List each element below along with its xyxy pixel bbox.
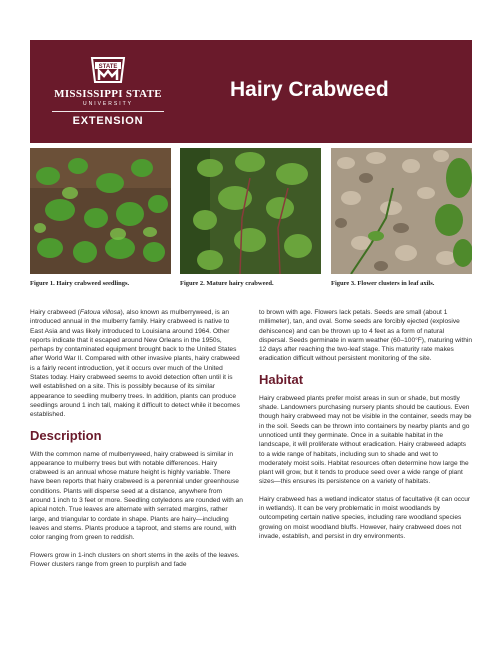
header-banner [30,40,472,143]
figure-1-caption: Figure 1. Hairy crabweed seedlings. [30,280,130,287]
description-paragraph-2: Flowers grow in 1-inch clusters on short stems in the axils of the leaves. Flower clusters range from green to purplish and fade [30,551,240,568]
left-column [30,308,243,577]
page-title: Hairy Crabweed [230,78,389,101]
emblem-text: STATE [98,64,118,70]
logo-divider [52,111,164,112]
right-column [259,308,472,549]
logo-extension-label: EXTENSION [72,115,144,127]
habitat-paragraph-2: Hairy crabweed has a wetland indicator status of facultative (it can occur in wetlands). It can be very problematic in moist woodlands by outcompeting certain native species, including rare woodland species growing on moist woodland bluffs. However, hairy crabweed does not invade, establish, and persist in dry environments. [259,495,471,540]
description-paragraph-3: to brown with age. Flowers lack petals. Seeds are small (about 1 millimeter), tan, and oval. Some seeds are forcibly ejected (explosive dehiscence) and can be thrown up to 4 feet as a form of natural dispersal. Seeds germinate in warm weather (60–100°F), maturing within 12 days after reaching the two-leaf stage. This maturity rate makes eradication difficult without persistent monitoring of the site. [259,309,473,363]
intro-paragraph [30,308,243,420]
description-heading: Description [30,427,102,443]
logo-university-name: MISSISSIPPI STATE [54,88,162,100]
figure-2-photo [180,148,321,274]
intro-text-b: ), also known as mulberryweed, is an introduced annual in the mulberry family. Hairy crabweed is native to East Asia and was likely introduced to Louisiana around 1964. Other reports indicate that it escaped around New Orleans in the 1950s, perhaps by contaminated equipment brought back to the United States after World War II. Compared with other invasive plants, hairy crabweed is a fairly recent introduction, yet it occurs over much of the United States today. Hairy crabweed seems to avoid detection often until it is well established on a site. This is possibly because of its similar appearance to seedling mulberry trees. In addition, plants can produce seedlings around 1 inch tall, making it difficult to detect while it becomes established. [30,309,240,419]
msu-extension-logo [38,54,178,134]
figure-3-caption: Figure 3. Flower clusters in leaf axils. [331,280,435,287]
habitat-paragraph-1: Hairy crabweed plants prefer moist areas in sun or shade, but mostly shade. Landowners purchasing nursery plants should be cautious. Even though hairy crabweed may not be visible in the container, seeds may be in the soil. Seeds can be thrown into containers by nearby plants and go unnoticed until they germinate. Once in a suitable habitat in the landscape, it will proliferate without eradication. Hairy crabweed adapts to a wide range of habitats, including sun to shade and wet to moderately moist soils. Habitat resources often determine how large the plant will grow, but it tends to produce seed over a wide range of plant sizes—this ensures its persistence on a variety of habitats. [259,394,472,486]
scientific-name: Fatoua villosa [79,309,121,316]
figure-1-photo [30,148,171,274]
logo-university-label: UNIVERSITY [82,101,133,107]
description-paragraph-1: With the common name of mulberryweed, hairy crabweed is similar in appearance to mulberry trees but with notable differences. Hairy crabweed is an annual whose mature height is highly variable. There have been reports that hairy crabweed is a perennial under greenhouse conditions. Plants will disperse seed at a distance, anywhere from around 1 inch to 3 feet or more. Seedling cotyledons are rounded with an apical notch. True leaves are alternate with serrated margins, rather large, and triangular to cordate in shape. Plants are hairy—including leaves and stems. Plants produce a taproot, and stems are round, with color ranging from green to reddish. [30,450,243,542]
msu-state-emblem-icon [88,54,128,86]
intro-text-a: Hairy crabweed ( [30,309,80,316]
figure-3-photo [331,148,472,274]
figure-2-caption: Figure 2. Mature hairy crabweed. [180,280,274,287]
habitat-heading: Habitat [259,371,304,387]
